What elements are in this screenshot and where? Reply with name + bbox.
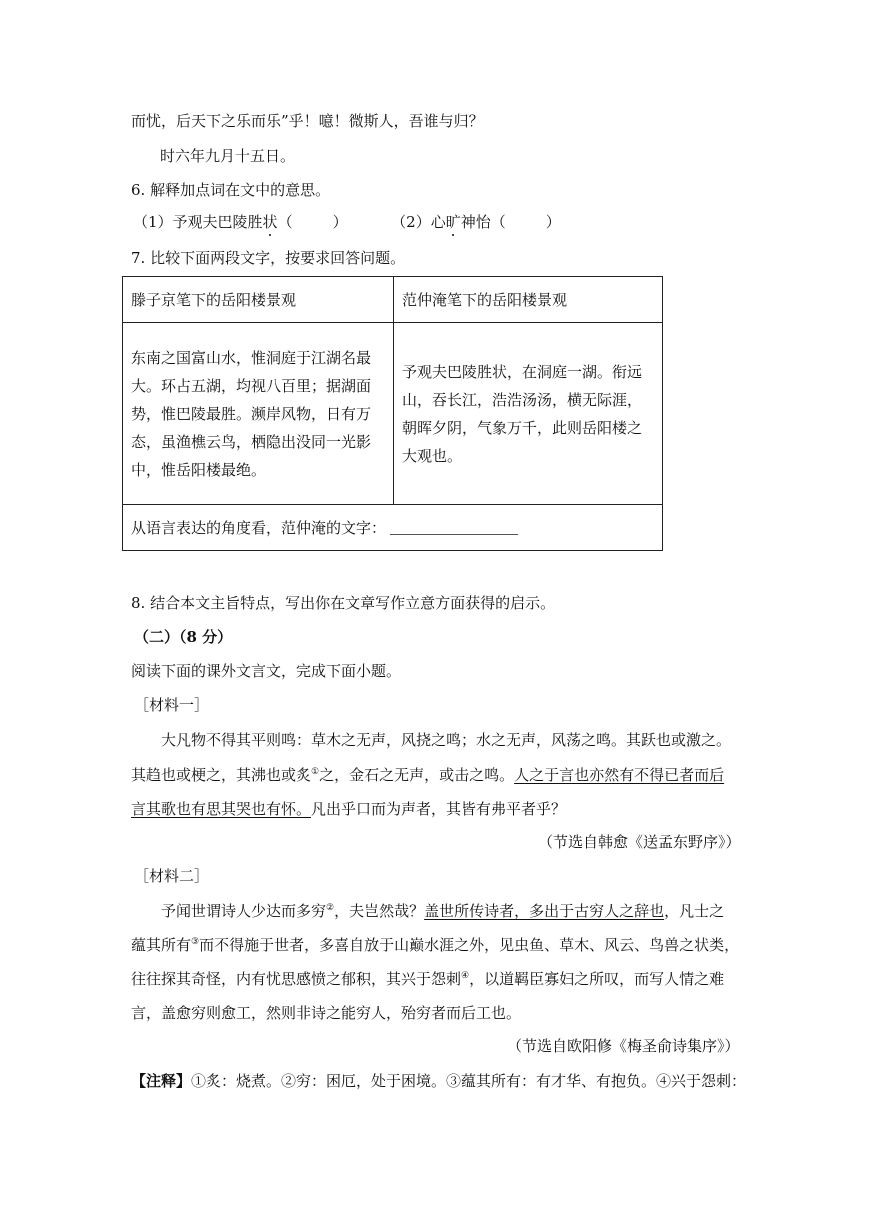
material-1-label: ［材料一］ bbox=[134, 696, 210, 714]
material-2-line-3: 往往探其奇怪，内有忧思感愤之郁积，其兴于怨刺④，以道羁臣寡妇之所叹，而写人情之难 bbox=[131, 970, 725, 988]
notes-line bbox=[131, 1071, 746, 1091]
table-cell-right-text: 予观夫巴陵胜状，在洞庭一湖。衔远山，吞长江，浩浩汤汤，横无际涯，朝晖夕阴，气象万千，此则岳阳楼之大观也。 bbox=[394, 323, 663, 505]
answer-blank[interactable] bbox=[390, 520, 518, 535]
material-1-line-2: 其趋也或梗之，其沸也或炙①之，金石之无声，或击之鸣。人之于言也亦然有不得已者而后 bbox=[131, 766, 725, 784]
table-header-left: 滕子京笔下的岳阳楼景观 bbox=[123, 277, 394, 323]
material-2-source: （节选自欧阳修《梅圣俞诗集序》） bbox=[507, 1037, 740, 1055]
question-8-stem: 8. 结合本文主旨特点，写出你在文章写作立意方面获得的启示。 bbox=[131, 594, 556, 612]
underlined-sentence: 盖世所传诗者，多出于古穷人之辞也 bbox=[424, 902, 665, 920]
question-6-item-2: （2）心旷神怡（ ） bbox=[391, 213, 561, 231]
question-6-items bbox=[133, 212, 561, 232]
material-1-line-1: 大凡物不得其平则鸣：草木之无声，风挠之鸣；水之无声，风荡之鸣。其跃也或激之。 bbox=[161, 731, 732, 749]
table-cell-left-text: 东南之国富山水，惟洞庭于江湖名最大。环占五湖，均视八百里；据湖面势，惟巴陵最胜。濒岸风物，日有万态，虽渔樵云鸟，栖隐出没同一光影中，惟岳阳楼最绝。 bbox=[123, 323, 394, 505]
table-header-right: 范仲淹笔下的岳阳楼景观 bbox=[394, 277, 663, 323]
underlined-sentence: 言其歌也有思其哭也有怀。 bbox=[131, 800, 312, 818]
table-footer-row: 从语言表达的角度看，范仲淹的文字： bbox=[123, 505, 663, 551]
section-instruction: 阅读下面的课外文言文，完成下面小题。 bbox=[131, 662, 402, 680]
underlined-sentence: 人之于言也亦然有不得已者而后 bbox=[514, 766, 725, 784]
material-2-line-4: 言，盖愈穷则愈工，然则非诗之能穷人，殆穷者而后工也。 bbox=[131, 1004, 522, 1022]
comparison-table bbox=[122, 276, 663, 551]
question-6-stem: 6. 解释加点词在文中的意思。 bbox=[131, 181, 331, 199]
material-2-line-1: 予闻世谓诗人少达而多穷②，夫岂然哉？盖世所传诗者，多出于古穷人之辞也，凡士之 bbox=[161, 902, 725, 920]
dotted-character: 状 bbox=[262, 213, 278, 231]
notes-text: ①炙：烧煮。②穷：困厄，处于困境。③蕴其所有：有才华、有抱负。④兴于怨刺： bbox=[191, 1072, 747, 1090]
material-2-line-2: 蕴其所有③而不得施于世者，多喜自放于山巅水涯之外，见虫鱼、草木、风云、鸟兽之状类， bbox=[131, 936, 740, 954]
dotted-character: 旷 bbox=[445, 213, 461, 231]
question-6-item-1: （1）予观夫巴陵胜状（ ） bbox=[133, 213, 348, 231]
notes-label: 【注释】 bbox=[131, 1072, 192, 1090]
question-7-stem: 7. 比较下面两段文字，按要求回答问题。 bbox=[131, 249, 406, 267]
section-title: （二）（8 分） bbox=[134, 628, 233, 646]
text-line: 而忧，后天下之乐而乐”乎！噫！微斯人，吾谁与归？ bbox=[131, 112, 484, 130]
material-2-label: ［材料二］ bbox=[134, 867, 210, 885]
date-line: 时六年九月十五日。 bbox=[160, 147, 296, 165]
material-1-line-3: 言其歌也有思其哭也有怀。凡出乎口而为声者，其皆有弗平者乎？ bbox=[131, 800, 567, 818]
material-1-source: （节选自韩愈《送孟东野序》） bbox=[538, 833, 741, 851]
